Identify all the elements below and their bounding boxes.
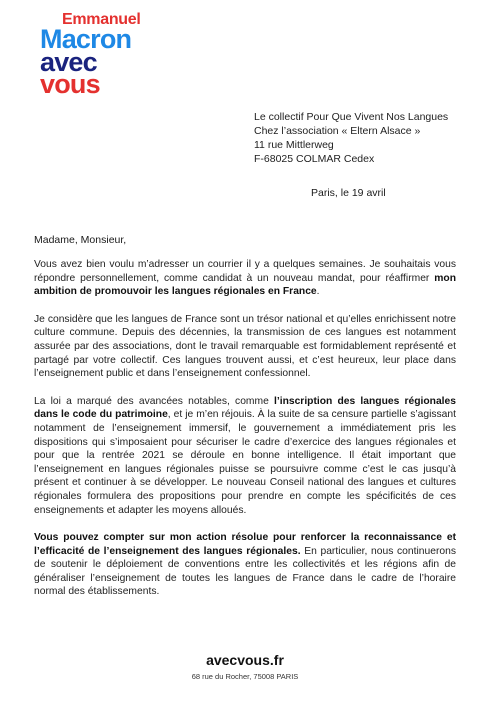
paragraph-text: En particulier, nous continuerons de soutenir le déploiement de conventions entre les collectivités et les régions afin de généraliser l’enseignement de toutes les langues de France dans le cadre de l’horaire normal des établissements. — [34, 545, 456, 598]
recipient-line: Chez l’association « Eltern Alsace » — [254, 125, 421, 137]
letter-body — [34, 258, 456, 613]
paragraph-bold-text: Vous pouvez compter sur mon action résolue pour renforcer la reconnaissance et l’efficacité de l’enseignement des langues régionales. — [34, 532, 456, 557]
paragraph-2 — [34, 313, 456, 381]
letter-date: Paris, le 19 avril — [311, 187, 386, 199]
campaign-logo — [40, 11, 150, 99]
paragraph-1 — [34, 258, 456, 299]
paragraph-text: , et je m’en réjouis. À la suite de sa censure partielle s’agissant notamment de l’enseignement immersif, le gouvernement a immédiatement pris les dispositions qui s’imposaient pour sécuriser le cadre d’exercice des langues régionales et pour que la rentrée 2021 se déroule en bonne intelligence. Il était important que l’enseignement en langues régionales puisse se poursuivre comme c’est le cas jusqu’à présent et continuer à se développer. Le nouveau Conseil national des langues et cultures régionales formulera des propositions pour prendre en compte les spécificités de ces enseignements et adapter les moyens alloués. — [34, 409, 456, 516]
logo-line-avec: avec — [40, 47, 97, 77]
recipient-address-block — [254, 110, 448, 166]
paragraph-3 — [34, 395, 456, 517]
paragraph-bold-text: l’inscription des langues régionales dans le code du patrimoine — [34, 395, 457, 421]
footer-address: 68 rue du Rocher, 75008 PARIS — [191, 672, 299, 681]
recipient-line: Le collectif Pour Que Vivent Nos Langues — [254, 111, 449, 123]
recipient-line: F-68025 COLMAR Cedex — [254, 153, 375, 165]
paragraph-text: . — [316, 286, 320, 298]
paragraph-text: Je considère que les langues de France sont un trésor national et qu’elles enrichissent notre culture commune. Depuis des décennies, la transmission de ces langues est notamment assurée par des associations, dont le travail remarquable est formidablement représenté et partagé par votre collectif. Ces langues trouvent aussi, et c’est heureux, leur place dans l’enseignement public et dans l’enseignement confessionnel. — [34, 313, 456, 380]
paragraph-text: Vous avez bien voulu m’adresser un courrier il y a quelques semaines. Je souhaitais vous répondre personnellement, comme candidat à un nouveau mandat, pour réaffirmer — [34, 259, 456, 284]
logo-line-emmanuel: Emmanuel — [62, 11, 141, 28]
recipient-line: 11 rue Mittlerweg — [254, 139, 334, 151]
paragraph-4 — [34, 531, 456, 599]
paragraph-bold-text: mon ambition de promouvoir les langues régionales en France — [34, 272, 456, 298]
logo-line-macron: Macron — [40, 24, 132, 54]
salutation: Madame, Monsieur, — [34, 234, 127, 246]
footer-website: avecvous.fr — [206, 652, 284, 668]
logo-line-vous: vous — [40, 69, 100, 99]
paragraph-text: La loi a marqué des avancées notables, comme — [34, 395, 274, 407]
